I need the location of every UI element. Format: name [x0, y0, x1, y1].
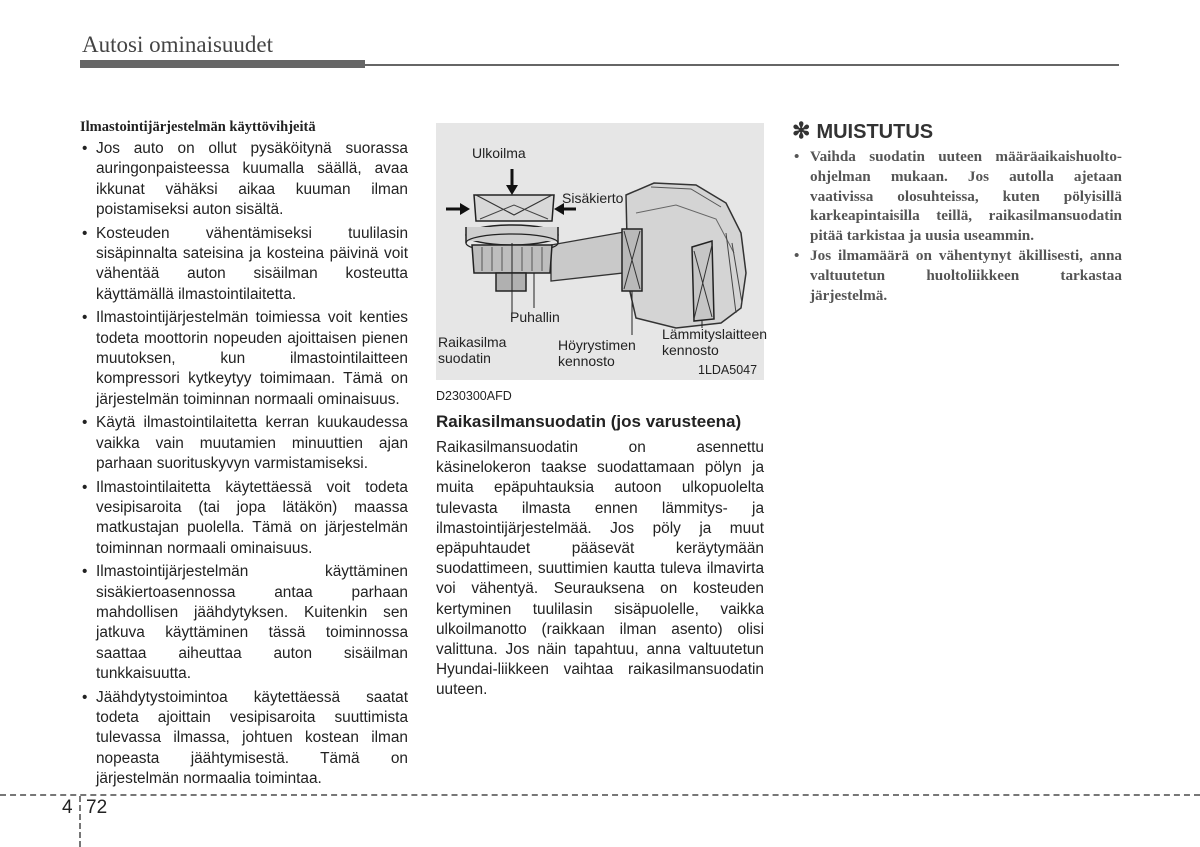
page-number: 72	[86, 797, 108, 818]
list-item-text: Kosteuden vähentämiseksi tuulilasin sisäpinnalta sateisina ja kosteina päivinä voit vähentää auton sisäilman kosteutta käyttämällä ilmastointilaitetta.	[96, 224, 408, 303]
note-box	[792, 118, 1122, 305]
section-title: Autosi ominaisuudet	[82, 32, 274, 57]
note-list	[792, 147, 1122, 305]
left-column	[80, 119, 408, 793]
tips-list	[80, 139, 408, 790]
list-item-text: Ilmastointijärjestelmän käyttäminen sisäkiertoasennossa antaa parhaan mahdollisen jäähdytyksen. Kuitenkin sen jatkuva käyttäminen tässä toiminnossa saattaa aiheuttaa auton sisäilman tunkkaisuutta.	[96, 563, 408, 683]
label-evaporator: Höyrystimen kennosto	[558, 337, 636, 369]
list-item-text: Ilmastointijärjestelmän toimiessa voit kenties todeta moottorin nopeuden ajoittaisen pienen muutoksen, kun ilmastointilaitteen kompressori kytkeytyy toimimaan. Tämä on järjestelmän toiminnan normaali ominaisuus.	[96, 309, 408, 408]
label-blower: Puhallin	[510, 309, 560, 325]
list-item	[80, 308, 408, 410]
bullet-mark: •	[82, 478, 88, 496]
asterisk-icon: ✻	[792, 118, 811, 143]
list-item	[80, 478, 408, 560]
bullet-mark: •	[82, 140, 88, 157]
hvac-diagram	[436, 123, 768, 380]
bullet-mark: •	[82, 309, 88, 327]
bullet-mark: •	[794, 246, 800, 264]
label-heater-core: Lämmityslaitteen kennosto	[662, 326, 768, 358]
list-item	[80, 413, 408, 474]
middle-column	[436, 123, 768, 701]
list-item	[80, 224, 408, 306]
tips-heading: Ilmastointijärjestelmän käyttövihjeitä	[80, 119, 316, 135]
list-item-text: Vaihda suodatin uuteen määräaikaishuolto-ohjelman mukaan. Jos autolla ajetaan vaativissa olosuhteissa, kuten pölyisillä karkeapintaisilla teillä, raikasilmansuodatin pitää tarkistaa ja uusia useammin.	[810, 148, 1122, 245]
header-rule-thin	[365, 64, 1119, 66]
section-heading: Raikasilmansuodatin (jos varusteena)	[436, 412, 742, 431]
list-item	[792, 147, 1122, 246]
footer-divider	[79, 796, 81, 847]
list-item	[80, 688, 408, 790]
bullet-mark: •	[82, 688, 88, 706]
list-item-text: Käytä ilmastointilaitetta kerran kuukaudessa vaikka vain muutamien minuuttien ajan parhaan suorituskyvyn varmistamiseksi.	[96, 414, 408, 473]
list-item	[80, 139, 408, 221]
list-item	[792, 246, 1122, 305]
chapter-number: 4	[62, 797, 73, 818]
label-recirculation: Sisäkierto	[562, 190, 624, 206]
list-item	[80, 562, 408, 684]
footer-rule	[0, 794, 1200, 796]
figure-image-code: 1LDA5047	[698, 363, 758, 377]
list-item-text: Ilmastointilaitetta käytettäessä voit todeta vesipisaroita (tai jopa lätäkön) maassa matkustajan puolella. Tämä on järjestelmän toiminnan normaali ominaisuus.	[96, 478, 408, 557]
note-title: MUISTUTUS	[816, 121, 934, 143]
list-item-text: Jos auto on ollut pysäköitynä suorassa auringonpaisteessa kuumalla säällä, avaa ikkunat vähäksi aikaa kuuman ilman poistamiseksi auton sisältä.	[96, 140, 408, 219]
label-fresh-air-filter: Raikasilma suodatin	[438, 334, 507, 366]
label-outside-air: Ulkoilma	[472, 145, 526, 161]
bullet-mark: •	[82, 224, 88, 242]
doc-code: D230300AFD	[436, 389, 512, 403]
bullet-mark: •	[794, 148, 800, 165]
bullet-mark: •	[82, 414, 88, 432]
note-heading	[792, 118, 1122, 144]
bullet-mark: •	[82, 563, 88, 581]
list-item-text: Jäähdytystoimintoa käytettäessä saatat todeta ajoittain vesipisaroita suuttimista tulevassa ilmassa, johtuen kostean ilman nopeasta jäähtymisestä. Tämä on järjestelmän normaalia toimintaa.	[96, 688, 408, 788]
list-item-text: Jos ilmamäärä on vähentynyt äkillisesti, anna valtuutetun huoltoliikkeen tarkastaa järjestelmä.	[810, 246, 1122, 304]
header-rule	[80, 60, 365, 68]
section-body: Raikasilmansuodatin on asennettu käsinelokeron taakse suodattamaan pölyn ja muita epäpuhtauksia autoon ulkopuolelta tulevasta ilmasta ennen lämmitys- ja ilmastointijärjestelmää. Jos pöly ja muut epäpuhtaudet pääsevät keräytymään suodattimeen, suuttimien kautta tuleva ilmavirta voi vähentyä. Seurauksena on kosteuden kertyminen tuulilasin sisäpuolelle, vaikka ulkoilmanotto (raikkaan ilman asento) olisi valittuna. Jos näin tapahtuu, anna valtuutetun Hyundai-liikkeen vaihtaa raikasilmansuodatin uuteen.	[436, 439, 764, 699]
